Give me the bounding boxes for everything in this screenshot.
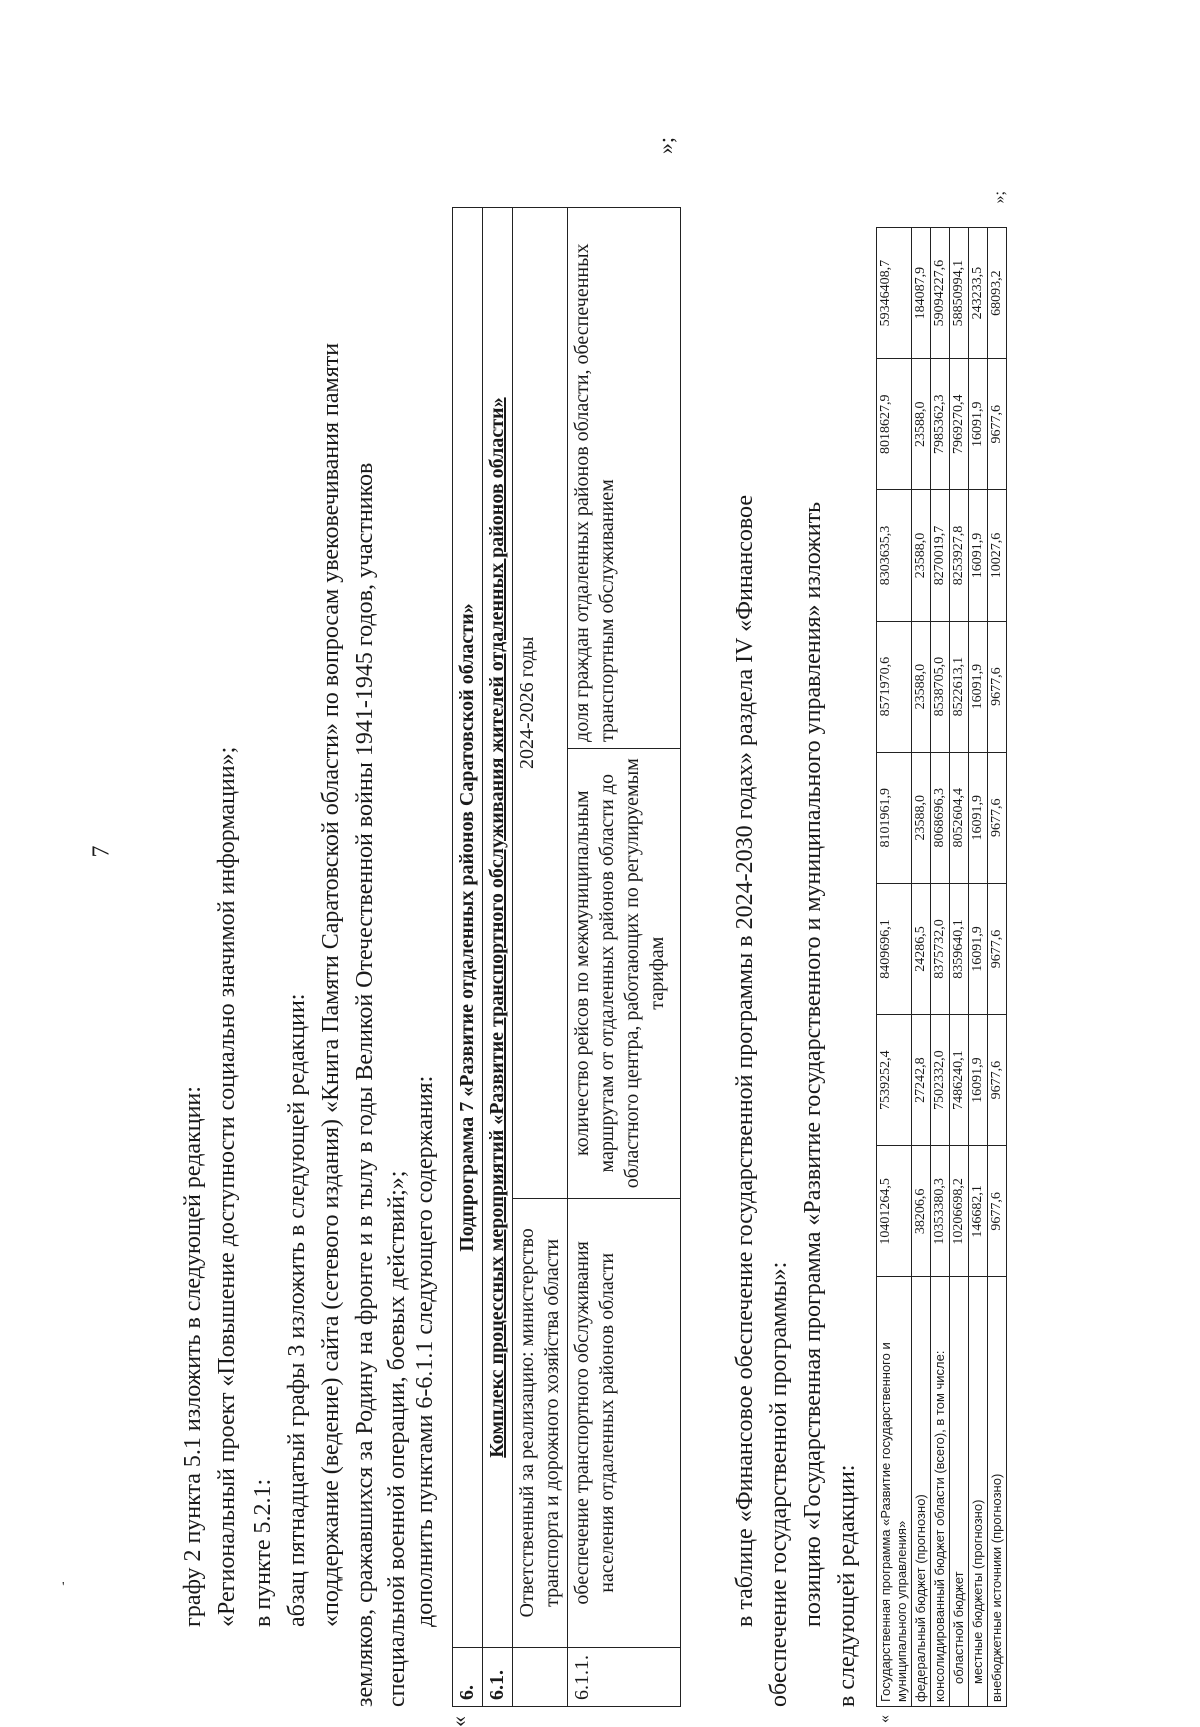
subprogram-title: Подпрограмма 7 «Развитие отдаленных районов Саратовской области» xyxy=(453,208,483,1648)
table-row xyxy=(912,228,931,1707)
value-cell: 8303635,3 xyxy=(877,490,912,621)
open-quote: « xyxy=(446,1716,471,1727)
table-row xyxy=(988,228,1007,1707)
table-row xyxy=(513,208,568,1707)
value-cell: 8359640,1 xyxy=(950,883,969,1014)
open-quote: « xyxy=(876,1715,893,1723)
table-subprogram xyxy=(446,137,681,1727)
value-cell: 9677,6 xyxy=(988,359,1007,490)
value-cell: 9677,6 xyxy=(988,621,1007,752)
paragraph: «поддержание (ведение) сайта (сетевого издания) «Книга Памяти Саратовской области» по вопросам увековечивания памяти xyxy=(318,342,344,1627)
value-cell: 16091,9 xyxy=(969,490,988,621)
value-cell: 23588,0 xyxy=(912,490,931,621)
table-row xyxy=(877,228,912,1707)
paragraph: дополнить пунктами 6-6.1.1 следующего содержания: xyxy=(412,1075,438,1627)
value-cell: 8270019,7 xyxy=(931,490,950,621)
row-label: областной бюджет xyxy=(950,1277,969,1707)
value-cell: 7985362,3 xyxy=(931,359,950,490)
table-finance xyxy=(876,177,1008,1723)
row-number: 6. xyxy=(453,1648,483,1707)
value-cell: 9677,6 xyxy=(988,1015,1007,1146)
period: 2024-2026 годы xyxy=(513,208,568,1199)
value-cell: 23588,0 xyxy=(912,359,931,490)
paragraph: в таблице «Финансовое обеспечение государственной программы в 2024-2030 годах» раздела IV «Финансовое xyxy=(732,495,758,1627)
paragraph: специальной военной операции, боевых действий;»; xyxy=(384,1170,410,1707)
value-cell: 10401264,5 xyxy=(877,1146,912,1277)
row-label: местные бюджеты (прогнозно) xyxy=(969,1277,988,1707)
value-cell: 8571970,6 xyxy=(877,621,912,752)
value-cell: 184087,9 xyxy=(912,228,931,359)
value-cell: 68093,2 xyxy=(988,228,1007,359)
value-cell: 8538705,0 xyxy=(931,621,950,752)
row-number: 6.1. xyxy=(483,1648,513,1707)
value-cell: 16091,9 xyxy=(969,621,988,752)
paragraph: земляков, сражавшихся за Родину на фронте и в тылу в годы Великой Отечественной войны 1941-1945 годов, участников xyxy=(352,462,378,1707)
responsible-label: Ответственный за реализацию: министерство транспорта и дорожного хозяйства области xyxy=(513,1198,568,1648)
paragraph: графу 2 пункта 5.1 изложить в следующей редакции: xyxy=(180,1086,206,1627)
value-cell: 59346408,7 xyxy=(877,228,912,359)
paragraph: обеспечение государственной программы»: xyxy=(766,1261,792,1707)
complex-title: Комплекс процессных мероприятий «Развитие транспортного обслуживания жителей отдаленных районов области» xyxy=(483,208,513,1648)
value-cell: 16091,9 xyxy=(969,1015,988,1146)
page-number: 7 xyxy=(88,845,115,858)
close-quote: »; xyxy=(991,191,1008,204)
value-cell: 7969270,4 xyxy=(950,359,969,490)
value-cell: 243233,5 xyxy=(969,228,988,359)
paragraph: «Региональный проект «Повышение доступности социально значимой информации»; xyxy=(214,746,240,1627)
value-cell: 7486240,1 xyxy=(950,1015,969,1146)
value-cell: 23588,0 xyxy=(912,752,931,883)
value-cell: 9677,6 xyxy=(988,883,1007,1014)
value-cell: 7502332,0 xyxy=(931,1015,950,1146)
value-cell: 10206698,2 xyxy=(950,1146,969,1277)
value-cell: 8101961,9 xyxy=(877,752,912,883)
row-label: федеральный бюджет (прогнозно) xyxy=(912,1277,931,1707)
value-cell: 9677,6 xyxy=(988,1146,1007,1277)
close-quote: »; xyxy=(653,137,678,155)
row-label: консолидированный бюджет области (всего), в том числе: xyxy=(931,1277,950,1707)
value-cell: 8068696,3 xyxy=(931,752,950,883)
table-row xyxy=(969,228,988,1707)
value-cell: 10353380,3 xyxy=(931,1146,950,1277)
row-number: 6.1.1. xyxy=(568,1648,681,1707)
paragraph: в пункте 5.2.1: xyxy=(250,1478,276,1627)
value-cell: 9677,6 xyxy=(988,752,1007,883)
table-row xyxy=(931,228,950,1707)
row-number xyxy=(513,1648,568,1707)
margin-mark: ' xyxy=(62,1580,65,1595)
rotated-content xyxy=(170,57,1050,1727)
value-cell: 23588,0 xyxy=(912,621,931,752)
paragraph: позицию «Государственная программа «Развитие государственного и муниципального управления» изложить xyxy=(800,501,826,1627)
value-cell: 58850994,1 xyxy=(950,228,969,359)
value-cell: 38206,6 xyxy=(912,1146,931,1277)
table-row xyxy=(483,208,513,1707)
task-cell: обеспечение транспортного обслуживания населения отдаленных районов области xyxy=(568,1198,681,1648)
value-cell: 24286,5 xyxy=(912,883,931,1014)
value-cell: 16091,9 xyxy=(969,883,988,1014)
table-row xyxy=(950,228,969,1707)
row-label: Государственная программа «Развитие государственного и муниципального управления» xyxy=(877,1277,912,1707)
value-cell: 10027,6 xyxy=(988,490,1007,621)
value-cell: 8253927,8 xyxy=(950,490,969,621)
value-cell: 146682,1 xyxy=(969,1146,988,1277)
result-cell: доля граждан отдаленных районов области, обеспеченных транспортным обслуживанием xyxy=(568,208,681,749)
value-cell: 27242,8 xyxy=(912,1015,931,1146)
value-cell: 8409696,1 xyxy=(877,883,912,1014)
value-cell: 8018627,9 xyxy=(877,359,912,490)
row-label: внебюджетные источники (прогнозно) xyxy=(988,1277,1007,1707)
indicator-cell: количество рейсов по межмуниципальным маршрутам от отдаленных районов области до областного центра, работающих по регулируемым тарифам xyxy=(568,748,681,1198)
value-cell: 16091,9 xyxy=(969,359,988,490)
table-row xyxy=(453,208,483,1707)
table-row xyxy=(568,208,681,1707)
value-cell: 59094227,6 xyxy=(931,228,950,359)
value-cell: 8522613,1 xyxy=(950,621,969,752)
value-cell: 16091,9 xyxy=(969,752,988,883)
paragraph: в следующей редакции: xyxy=(834,1464,860,1707)
value-cell: 8375732,0 xyxy=(931,883,950,1014)
value-cell: 8052604,4 xyxy=(950,752,969,883)
paragraph: абзац пятнадцатый графы 3 изложить в следующей редакции: xyxy=(284,993,310,1627)
value-cell: 7539252,4 xyxy=(877,1015,912,1146)
